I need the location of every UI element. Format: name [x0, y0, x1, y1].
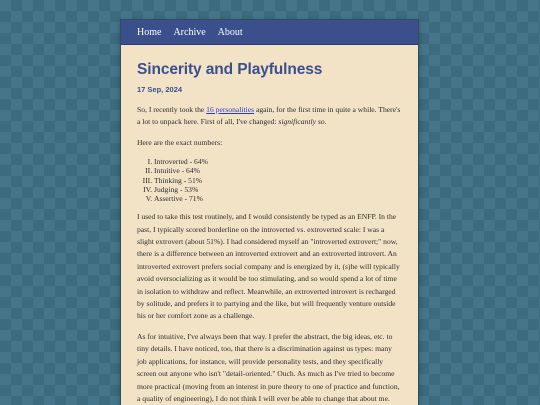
post-date: 17 Sep, 2024	[137, 85, 183, 94]
intuitive-paragraph: As for intuitive, I've always been that way. I prefer the abstract, the big ideas, etc. to tiny details. I have noticed, too, that there is a discrimination against us types: many job applications, for instance, will provide personality tests, and they specifically screen out anyone who isn't "detail-oriented." Ouch. As much as I've tried to become more practical (moving from an interest in pure theory to one of practice and function, a quality of engineering), I do not think I will ever be able to change that about me.	[137, 331, 400, 403]
intro-end: .	[324, 117, 327, 127]
list-item: III. Thinking - 51%	[154, 176, 402, 185]
numbers-intro: Here are the exact numbers:	[137, 137, 223, 147]
list-item: IV. Judging - 53%	[154, 185, 402, 194]
post-title: Sincerity and Playfulness	[137, 61, 323, 78]
nav-about-link[interactable]: About	[217, 26, 243, 38]
top-nav	[121, 20, 418, 45]
intro-text-continued: again, for the first time in quite a while. There's a lot to unpack here. First of all, I've changed:	[137, 105, 401, 127]
enfp-paragraph: I used to take this test routinely, and I would consistently be typed as an ENFP. In the past, I typically scored borderline on the introverted vs. extroverted scale: I was a slight extrovert (about 51%). I had considered myself an "introverted extrovert;" now, there is a difference between an introverted extrovert and an extroverted introvert. An introverted extrovert prefers social company and is energized by it, (s)he will typically avoid oversocializing as it would be too stimulating, and so would spend a lot of time in isolation to withdraw and reflect. Meanwhile, an extroverted introvert is recharged by solitude, and prefers it to partying and the like, but will frequently venture outside his or her comfort zone as a challenge.	[137, 212, 400, 321]
personalities-link[interactable]: 16 personalities	[206, 105, 255, 114]
intro-paragraph	[137, 104, 402, 129]
intro-emphasis: significantly so	[278, 117, 325, 127]
nav-archive-link[interactable]: Archive	[173, 26, 206, 38]
list-item: II. Intuitive - 64%	[154, 166, 402, 175]
intro-text: So, I recently took the	[137, 105, 207, 114]
post-content	[121, 61, 418, 405]
list-item: I. Introverted - 64%	[154, 157, 402, 166]
nav-home-link[interactable]: Home	[137, 26, 162, 38]
blog-page	[121, 20, 418, 405]
numbers-list	[137, 157, 402, 203]
list-item: V. Assertive - 71%	[154, 194, 402, 203]
